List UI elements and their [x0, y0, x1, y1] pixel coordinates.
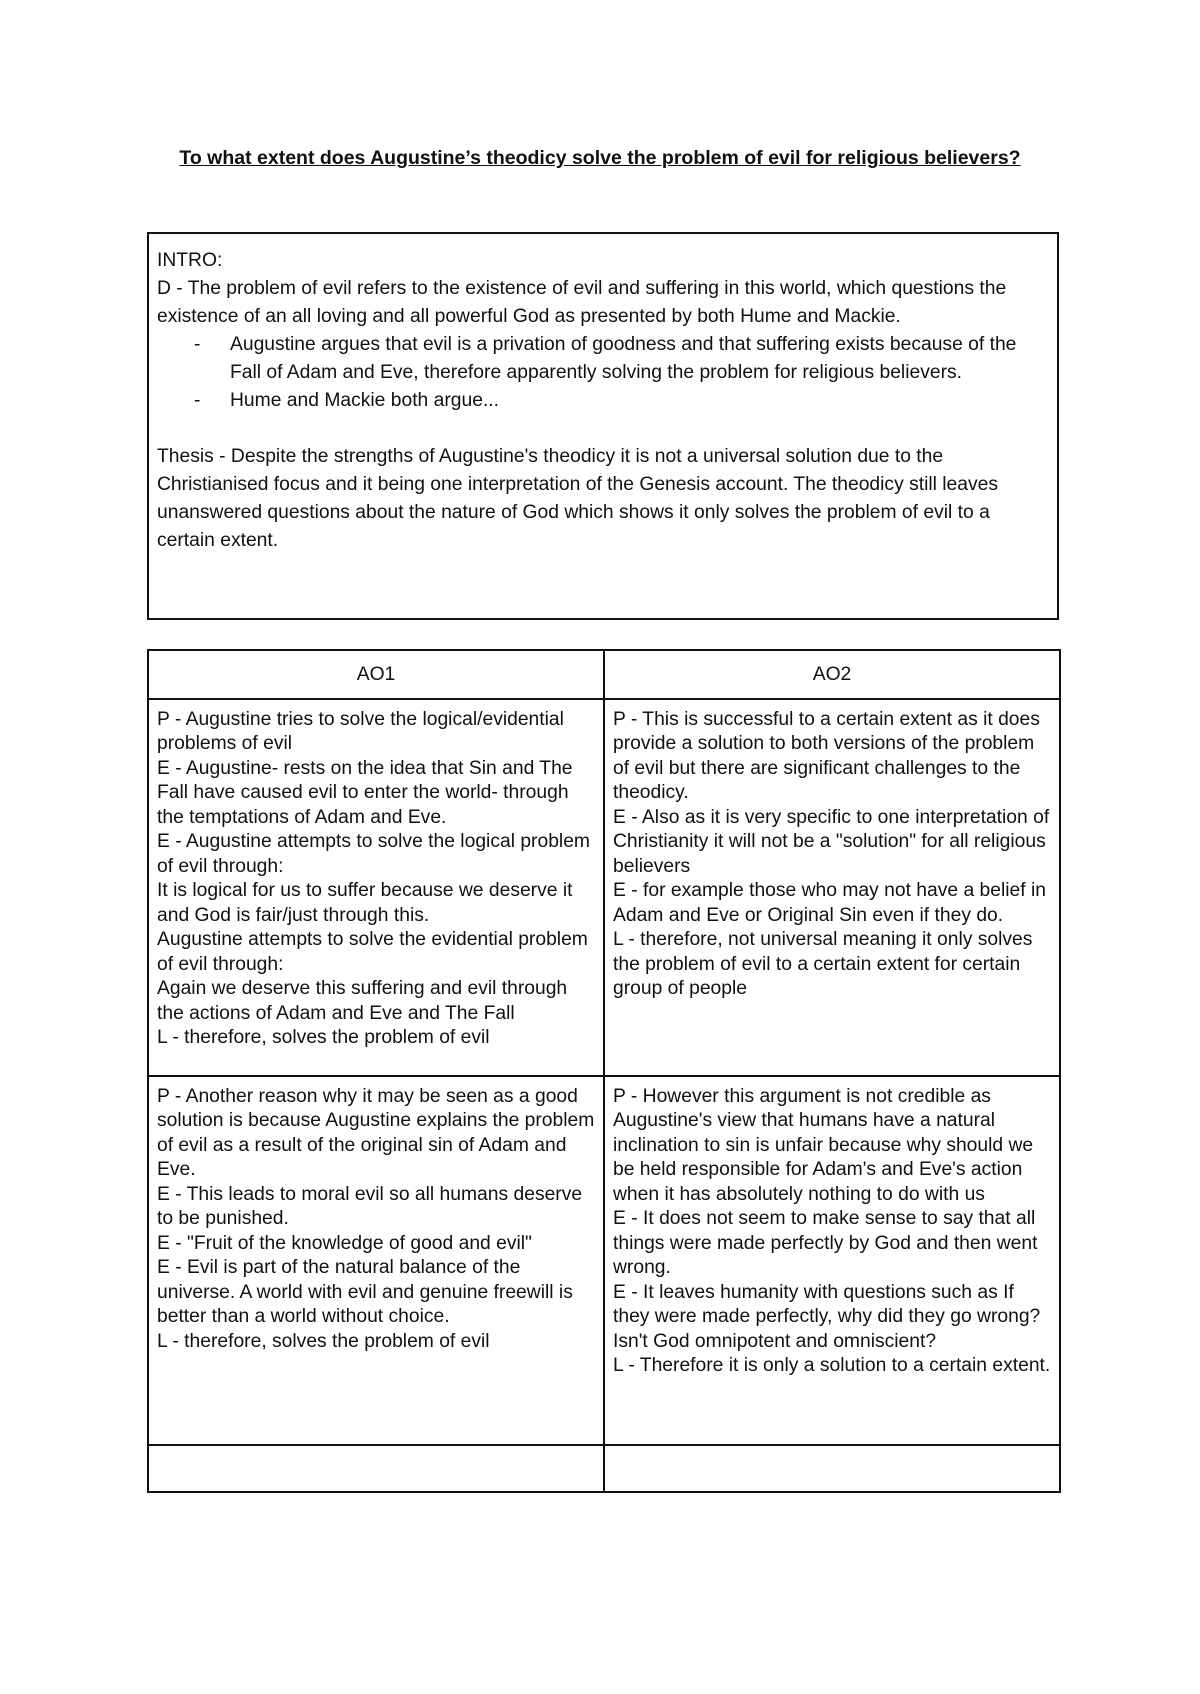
- intro-heading: INTRO:: [157, 250, 223, 271]
- ao2-line: E - Also as it is very specific to one interpretation of Christianity it will not be a "solution" for all religious believers: [613, 806, 1050, 877]
- bullet-dash: -: [194, 390, 201, 411]
- ao1-cell: [148, 699, 604, 1076]
- ao1-line: E - Augustine attempts to solve the logical problem of evil through:: [157, 831, 590, 877]
- intro-bullet-text: Augustine argues that evil is a privation of goodness and that suffering exists because of the Fall of Adam and Eve, therefore apparently solving the problem for religious believers.: [230, 334, 1017, 383]
- table-row: [148, 699, 1060, 1076]
- ao1-line: E - This leads to moral evil so all humans deserve to be punished.: [157, 1183, 583, 1229]
- bullet-dash: -: [194, 334, 201, 355]
- ao1-line: Again we deserve this suffering and evil through the actions of Adam and Eve and The Fall: [157, 978, 568, 1024]
- ao2-line: E - for example those who may not have a belief in Adam and Eve or Original Sin even if they do.: [613, 880, 1046, 926]
- table-row: [148, 1076, 1060, 1445]
- empty-cell: [604, 1445, 1060, 1492]
- ao1-line: Augustine attempts to solve the evidential problem of evil through:: [157, 929, 588, 975]
- intro-bullet-list: [157, 331, 1049, 415]
- ao1-line: P - Another reason why it may be seen as a good solution is because Augustine explains the problem of evil as a result of the original sin of Adam and Eve.: [157, 1085, 595, 1180]
- ao1-line: L - therefore, solves the problem of evil: [157, 1027, 490, 1048]
- empty-cell: [148, 1445, 604, 1492]
- intro-thesis: Thesis - Despite the strengths of Augustine's theodicy it is not a universal solution due to the Christianised focus and it being one interpretation of the Genesis account. The theodicy still leaves unanswered questions about the nature of God which shows it only solves the problem of evil to a certain extent.: [157, 446, 999, 551]
- ao1-line: E - Evil is part of the natural balance of the universe. A world with evil and genuine freewill is better than a world without choice.: [157, 1257, 573, 1327]
- ao2-line: E - It does not seem to make sense to say that all things were made perfectly by God and then went wrong.: [613, 1208, 1038, 1278]
- ao2-line: L - therefore, not universal meaning it only solves the problem of evil to a certain extent for certain group of people: [613, 929, 1033, 999]
- table-row-empty: [148, 1445, 1060, 1492]
- intro-definition: D - The problem of evil refers to the existence of evil and suffering in this world, which questions the existence of an all loving and all powerful God as presented by both Hume and Mackie.: [157, 278, 1007, 327]
- ao1-line: It is logical for us to suffer because we deserve it and God is fair/just through this.: [157, 880, 573, 926]
- intro-bullet: [157, 331, 1049, 387]
- table-header-row: [148, 650, 1060, 699]
- intro-box: [147, 232, 1059, 620]
- ao2-line: L - Therefore it is only a solution to a certain extent.: [613, 1355, 1051, 1376]
- page-title: To what extent does Augustine’s theodicy solve the problem of evil for religious believers?: [179, 147, 1021, 169]
- header-ao2: AO2: [604, 650, 1060, 699]
- ao2-cell: [604, 1076, 1060, 1445]
- ao-table: [147, 649, 1061, 1493]
- ao2-line: P - However this argument is not credible as Augustine's view that humans have a natural inclination to sin is unfair because why should we be held responsible for Adam's and Eve's action when it has absolutely nothing to do with us: [613, 1085, 1034, 1205]
- ao2-line: P - This is successful to a certain extent as it does provide a solution to both versions of the problem of evil but there are significant challenges to the theodicy.: [613, 708, 1040, 803]
- ao1-line: L - therefore, solves the problem of evil: [157, 1330, 490, 1352]
- ao2-cell: [604, 699, 1060, 1076]
- intro-bullet: [157, 387, 1049, 415]
- header-ao1: AO1: [148, 650, 604, 699]
- ao1-line: E - "Fruit of the knowledge of good and evil": [157, 1232, 532, 1254]
- ao1-cell: [148, 1076, 604, 1445]
- ao1-line: P - Augustine tries to solve the logical/evidential problems of evil: [157, 708, 564, 754]
- intro-bullet-text: Hume and Mackie both argue...: [230, 390, 500, 411]
- paragraph-gap: [157, 415, 1049, 443]
- ao2-line: E - It leaves humanity with questions such as If they were made perfectly, why did they go wrong? Isn't God omnipotent and omniscient?: [613, 1281, 1041, 1352]
- ao1-line: E - Augustine- rests on the idea that Sin and The Fall have caused evil to enter the world- through the temptations of Adam and Eve.: [157, 757, 573, 828]
